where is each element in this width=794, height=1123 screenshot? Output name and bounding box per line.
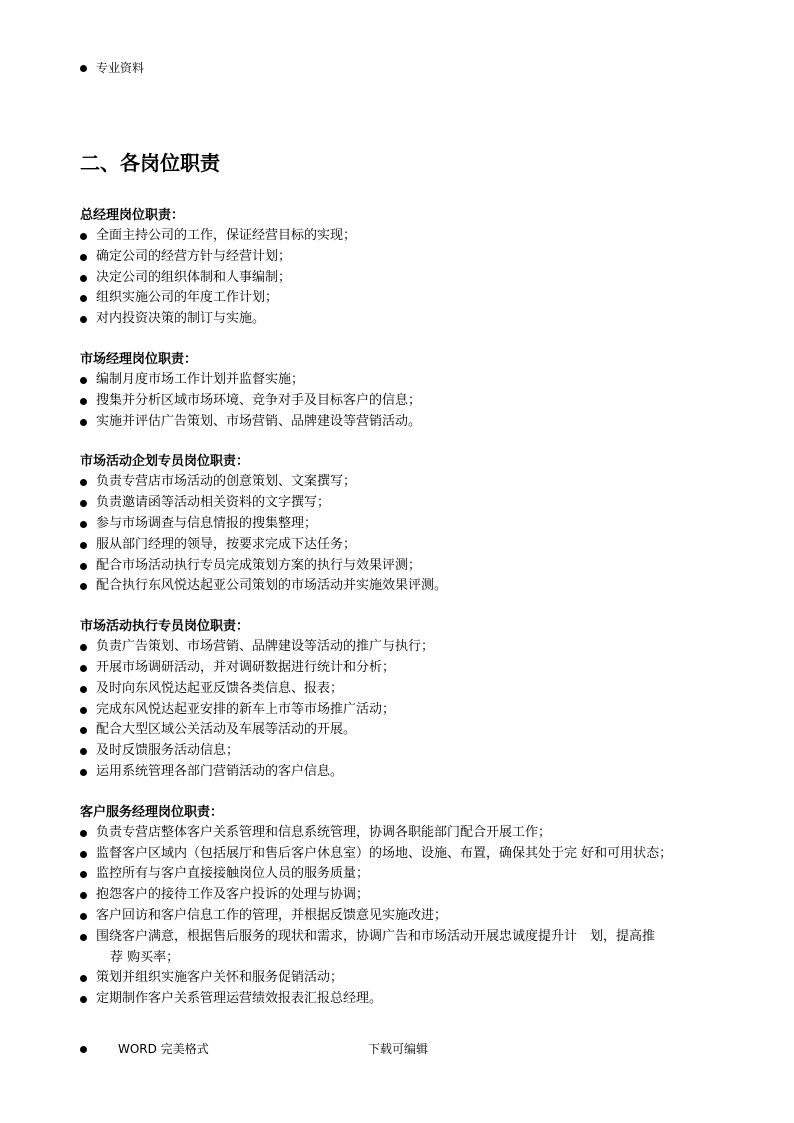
section [80,206,730,330]
bullet-icon [80,871,87,878]
duty-item [80,741,730,762]
duty-text-wrapper [96,637,434,658]
duty-item [80,309,730,330]
duty-item [80,247,730,268]
bullet-icon [80,913,87,920]
bullet-icon [80,419,87,426]
duty-list [80,472,730,597]
duty-text-wrapper [96,556,421,577]
bullet-icon [80,707,87,714]
duty-text-wrapper [96,741,239,762]
duty-item [80,885,730,906]
bullet-icon [80,542,87,549]
duty-item [80,288,730,309]
duty-item [80,576,730,597]
duty-text-wrapper [96,844,672,865]
page-header [80,60,144,76]
bullet-icon [80,769,87,776]
duty-list [80,370,730,432]
duty-text-wrapper [96,700,395,721]
duty-text-wrapper [96,226,356,247]
duty-text: 监督客户区域内（包括展厅和售后客户休息室）的场地、设施、布置，确保其处于完 好和可用状态； [96,845,673,861]
duty-item [80,637,730,658]
duty-item [80,823,730,844]
duty-text: 实施并评估广告策划、市场营销、品牌建设等营销活动。 [96,413,422,429]
section [80,452,730,597]
duty-item [80,658,730,679]
duty-text-wrapper [96,658,395,679]
duty-text: 配合大型区域公关活动及车展等活动的开展。 [96,722,357,738]
duty-text: 及时向东风悦达起亚反馈各类信息、报表； [96,680,344,696]
duty-item [80,968,730,989]
page-title: 二、各岗位职责 [80,151,220,175]
duty-text: 确定公司的经营方针与经营计划； [96,248,292,264]
duty-text: 对内投资决策的制订与实施。 [96,311,266,327]
duty-text: 定期制作客户关系管理运营绩效报表汇报总经理。 [96,991,383,1007]
duty-item [80,989,730,1010]
bullet-icon [80,479,87,486]
bullet-icon [80,686,87,693]
duty-text-wrapper [96,906,447,927]
bullet-icon [80,65,87,72]
bullet-icon [80,254,87,261]
duty-text-wrapper [96,762,343,783]
bullet-icon [80,233,87,240]
duty-text-wrapper [96,514,317,535]
bullet-icon [80,521,87,528]
duty-text: 配合执行东风悦达起亚公司策划的市场活动并实施效果评测。 [96,578,448,594]
duty-text: 开展市场调研活动，并对调研数据进行统计和分析； [96,659,396,675]
section [80,350,730,432]
bullet-icon [80,316,87,323]
duty-item [80,514,730,535]
duty-item [80,226,730,247]
duty-text: 客户回访和客户信息工作的管理，并根据反馈意见实施改进； [96,907,448,923]
duty-text: 参与市场调查与信息情报的搜集整理； [96,515,318,531]
bullet-icon [80,748,87,755]
footer-left-text: WORD 完美格式 [118,1042,209,1056]
duty-text: 围绕客户满意，根据售后服务的现状和需求，协调广告和市场活动开展忠诚度提升计 划，提高推 [96,928,656,944]
section-title: 总经理岗位职责： [80,208,185,223]
duty-text-wrapper [96,823,551,844]
duty-text-wrapper [96,535,356,556]
bullet-icon [80,295,87,302]
duty-list [80,226,730,330]
bullet-icon [80,727,87,734]
duty-item [80,412,730,433]
duty-text-wrapper [96,309,265,330]
duty-item [80,268,730,289]
duty-item [80,370,730,391]
duty-item [80,700,730,721]
duty-text-wrapper [96,679,343,700]
duty-item [80,906,730,927]
bullet-icon [80,398,87,405]
duty-text: 负责广告策划、市场营销、品牌建设等活动的推广与执行； [96,639,435,655]
section-title: 客户服务经理岗位职责： [80,804,224,820]
duty-text: 策划并组织实施客户关怀和服务促销活动； [96,970,344,986]
duty-text-wrapper [96,927,655,969]
section [80,617,730,783]
duty-item [80,391,730,412]
duty-text: 负责邀请函等活动相关资料的文字撰写； [96,495,331,511]
bullet-icon [80,563,87,570]
duty-text: 配合市场活动执行专员完成策划方案的执行与效果评测； [96,557,422,573]
bullet-icon [80,830,87,837]
bullet-icon [80,665,87,672]
duty-text-wrapper [96,968,343,989]
bullet-icon [80,934,87,941]
duty-item [80,679,730,700]
duty-item [80,556,730,577]
bullet-icon [80,996,87,1003]
duty-item [80,927,730,969]
duty-text-continuation: 荐 购买率； [110,949,180,965]
duty-text-wrapper [96,989,382,1010]
duty-list [80,637,730,783]
duty-text-wrapper [96,576,447,597]
duty-text-wrapper [96,370,304,391]
duty-text: 服从部门经理的领导，按要求完成下达任务； [96,536,357,552]
duty-text: 搜集并分析区域市场环境、竞争对手及目标客户的信息； [96,392,422,408]
header-text: 专业资料 [96,61,145,75]
bullet-icon [80,500,87,507]
duty-text: 组织实施公司的年度工作计划； [96,290,279,306]
duty-text-wrapper [96,493,330,514]
duty-item [80,535,730,556]
duty-text-wrapper [96,268,291,289]
bullet-icon [80,851,87,858]
bullet-icon [80,975,87,982]
duty-text: 决定公司的组织体制和人事编制； [96,269,292,285]
footer-right-text: 下载可编辑 [368,1042,429,1056]
section [80,803,730,1010]
duty-text-wrapper [96,391,421,412]
section-title: 市场活动企划专员岗位职责： [80,454,250,470]
duty-text: 完成东风悦达起亚安排的新车上市等市场推广活动； [96,701,396,717]
page-footer [80,1041,429,1057]
duty-text: 全面主持公司的工作，保证经营目标的实现； [96,228,357,243]
duty-text-wrapper [96,288,278,309]
section-title: 市场活动执行专员岗位职责： [80,619,250,635]
duty-text-wrapper [96,247,291,268]
duty-text: 监控所有与客户直接接触岗位人员的服务质量； [96,866,370,882]
duty-text: 负责专营店市场活动的创意策划、文案撰写； [96,474,357,490]
duty-item [80,472,730,493]
responsibilities-content [80,206,730,1030]
duty-text: 抱怨客户的接待工作及客户投诉的处理与协调； [96,887,370,903]
duty-text-wrapper [96,864,369,885]
duty-item [80,762,730,783]
duty-text-wrapper [96,472,356,493]
duty-item [80,844,730,865]
duty-text-wrapper [96,412,421,433]
duty-item [80,493,730,514]
bullet-icon [80,644,87,651]
duty-item [80,720,730,741]
duty-text: 负责专营店整体客户关系管理和信息系统管理，协调各职能部门配合开展工作； [96,824,552,840]
bullet-icon [80,1046,87,1053]
duty-list [80,823,730,1010]
duty-text: 运用系统管理各部门营销活动的客户信息。 [96,763,344,779]
duty-text-wrapper [96,720,356,741]
duty-text: 编制月度市场工作计划并监督实施； [96,371,305,387]
bullet-icon [80,583,87,590]
duty-text: 及时反馈服务活动信息； [96,743,240,759]
bullet-icon [80,892,87,899]
bullet-icon [80,275,87,282]
duty-item [80,864,730,885]
bullet-icon [80,377,87,384]
section-title: 市场经理岗位职责： [80,351,198,367]
duty-text-wrapper [96,885,369,906]
